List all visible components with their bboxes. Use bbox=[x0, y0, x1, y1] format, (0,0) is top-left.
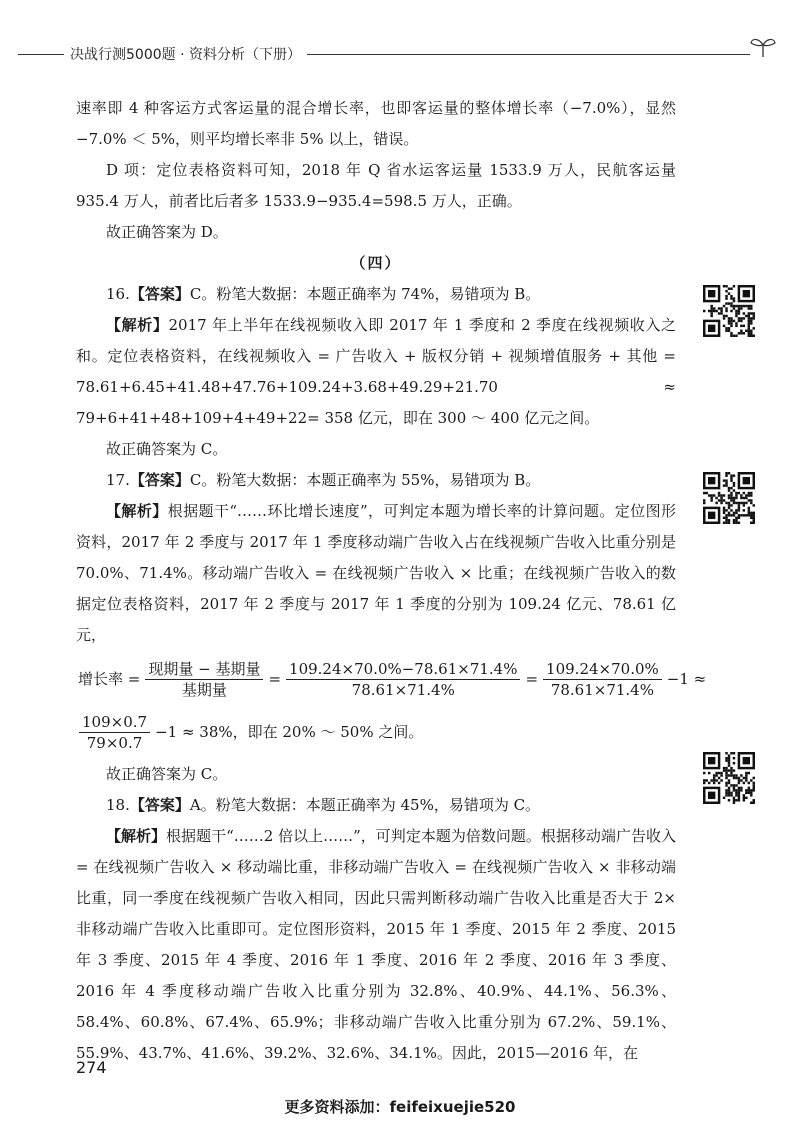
q16-analysis bbox=[76, 310, 676, 434]
analysis-text: 2017 年上半年在线视频收入即 2017 年 1 季度和 2 季度在线视频收入之和。定位表格资料，在线视频收入 = 广告收入 + 版权分销 + 视频增值服务 + 其他 = 78.61+6.45+41.48+47.76+109.24+3.68+49.29+21.70 ≈ 79+6+41+48+109+4+49+22= 358 亿元，即在 300 ～ 400 亿元之间。 bbox=[76, 316, 676, 427]
qr-code-icon[interactable] bbox=[703, 472, 755, 524]
formula-result: −1 ≈ 38%，即在 20% ～ 50% 之间。 bbox=[155, 722, 424, 741]
fraction-numerator: 109.24×70.0% bbox=[543, 659, 662, 680]
formula-tail: −1 ≈ bbox=[666, 669, 707, 688]
book-title: 决战行测5000题 · 资料分析（下册） bbox=[70, 47, 301, 63]
formula-lead: 增长率 = bbox=[78, 669, 141, 688]
answer-tag: 【答案】 bbox=[129, 796, 190, 814]
answer-text: C。粉笔大数据：本题正确率为 74%，易错项为 B。 bbox=[189, 285, 541, 303]
section-title: （四） bbox=[350, 254, 402, 272]
analysis-text: 根据题干“……2 倍以上……”，可判定本题为倍数问题。根据移动端广告收入 = 在线视频广告收入 × 移动端比重，非移动端广告收入 = 在线视频广告收入 × 非移动端比重，同一季度在线视频广告收入相同，因此只需判断移动端广告收入比重是否大于 2× 非移动端广告收入比重即可。定位图形资料，2015 年 1 季度、2015 年 2 季度、2015 年 3 季度、2015 年 4 季度、2016 年 1 季度、2016 年 2 季度、2016 年 3 季度、2016 年 4 季度移动端广告收入比重分别为 32.8%、40.9%、44.1%、56.3%、58.4%、60.8%、67.4%、65.9%；非移动端广告收入比重分别为 67.2%、59.1%、55.9%、43.7%、41.6%、39.2%、32.6%、34.1%。因此，2015—2016 年，在 bbox=[76, 827, 676, 1062]
paragraph: D 项：定位表格资料可知，2018 年 Q 省水运客运量 1533.9 万人，民航客运量 935.4 万人，前者比后者多 1533.9−935.4=598.5 万人，正确。 bbox=[76, 161, 676, 210]
qr-code-icon[interactable] bbox=[703, 285, 755, 337]
answer-text: C。粉笔大数据：本题正确率为 55%，易错项为 B。 bbox=[189, 471, 541, 489]
answer-text: A。粉笔大数据：本题正确率为 45%，易错项为 C。 bbox=[189, 796, 541, 814]
answer-tag: 【答案】 bbox=[129, 285, 190, 303]
qr-code-icon[interactable] bbox=[703, 752, 755, 804]
running-header bbox=[18, 40, 778, 68]
q16-answer bbox=[76, 279, 676, 310]
q18-analysis bbox=[76, 821, 676, 1069]
page-body bbox=[76, 93, 707, 1069]
footer-note: 更多资料添加：feifeixuejie520 bbox=[284, 1098, 516, 1116]
fraction-numerator: 109×0.7 bbox=[79, 712, 150, 733]
equals-sign: = bbox=[525, 669, 539, 688]
fraction-general bbox=[145, 659, 263, 700]
q17-analysis bbox=[76, 496, 676, 651]
fraction-numerator: 现期量 − 基期量 bbox=[145, 659, 263, 680]
equals-sign: = bbox=[268, 669, 282, 688]
fraction-ratio bbox=[543, 659, 662, 700]
analysis-tag: 【解析】 bbox=[106, 502, 168, 520]
header-rule-left bbox=[18, 54, 64, 55]
question-number: 17. bbox=[106, 471, 130, 489]
growth-rate-formula bbox=[76, 653, 707, 705]
fraction-denominator: 78.61×71.4% bbox=[351, 680, 455, 699]
sprout-icon bbox=[748, 35, 778, 59]
answer-line: 故正确答案为 C。 bbox=[106, 765, 228, 783]
fraction-estimate bbox=[79, 712, 150, 753]
fraction-values bbox=[286, 659, 520, 700]
q18-answer bbox=[76, 790, 676, 821]
question-number: 16. bbox=[106, 285, 130, 303]
q17-answer bbox=[76, 465, 676, 496]
question-number: 18. bbox=[106, 796, 130, 814]
fraction-denominator: 79×0.7 bbox=[86, 733, 143, 752]
answer-line: 故正确答案为 D。 bbox=[106, 223, 228, 241]
fraction-numerator: 109.24×70.0%−78.61×71.4% bbox=[286, 659, 520, 680]
answer-tag: 【答案】 bbox=[129, 471, 190, 489]
fraction-denominator: 基期量 bbox=[181, 680, 227, 699]
analysis-tag: 【解析】 bbox=[106, 316, 169, 334]
growth-rate-estimate bbox=[76, 707, 676, 757]
paragraph: 速率即 4 种客运方式客运量的混合增长率，也即客运量的整体增长率（−7.0%），显然 −7.0% ＜ 5%，则平均增长率非 5% 以上，错误。 bbox=[76, 99, 676, 148]
analysis-tag: 【解析】 bbox=[106, 827, 167, 845]
header-rule-right bbox=[307, 54, 750, 55]
fraction-denominator: 78.61×71.4% bbox=[550, 680, 654, 699]
analysis-text: 根据题干“……环比增长速度”，可判定本题为增长率的计算问题。定位图形资料，2017 年 2 季度与 2017 年 1 季度移动端广告收入占在线视频广告收入比重分别是 70.0%、71.4%。移动端广告收入 = 在线视频广告收入 × 比重；在线视频广告收入的数据定位表格资料，2017 年 2 季度与 2017 年 1 季度的分别为 109.24 亿元、78.61 亿元， bbox=[76, 502, 676, 644]
answer-line: 故正确答案为 C。 bbox=[106, 440, 228, 458]
page-number: 274 bbox=[76, 1058, 107, 1077]
